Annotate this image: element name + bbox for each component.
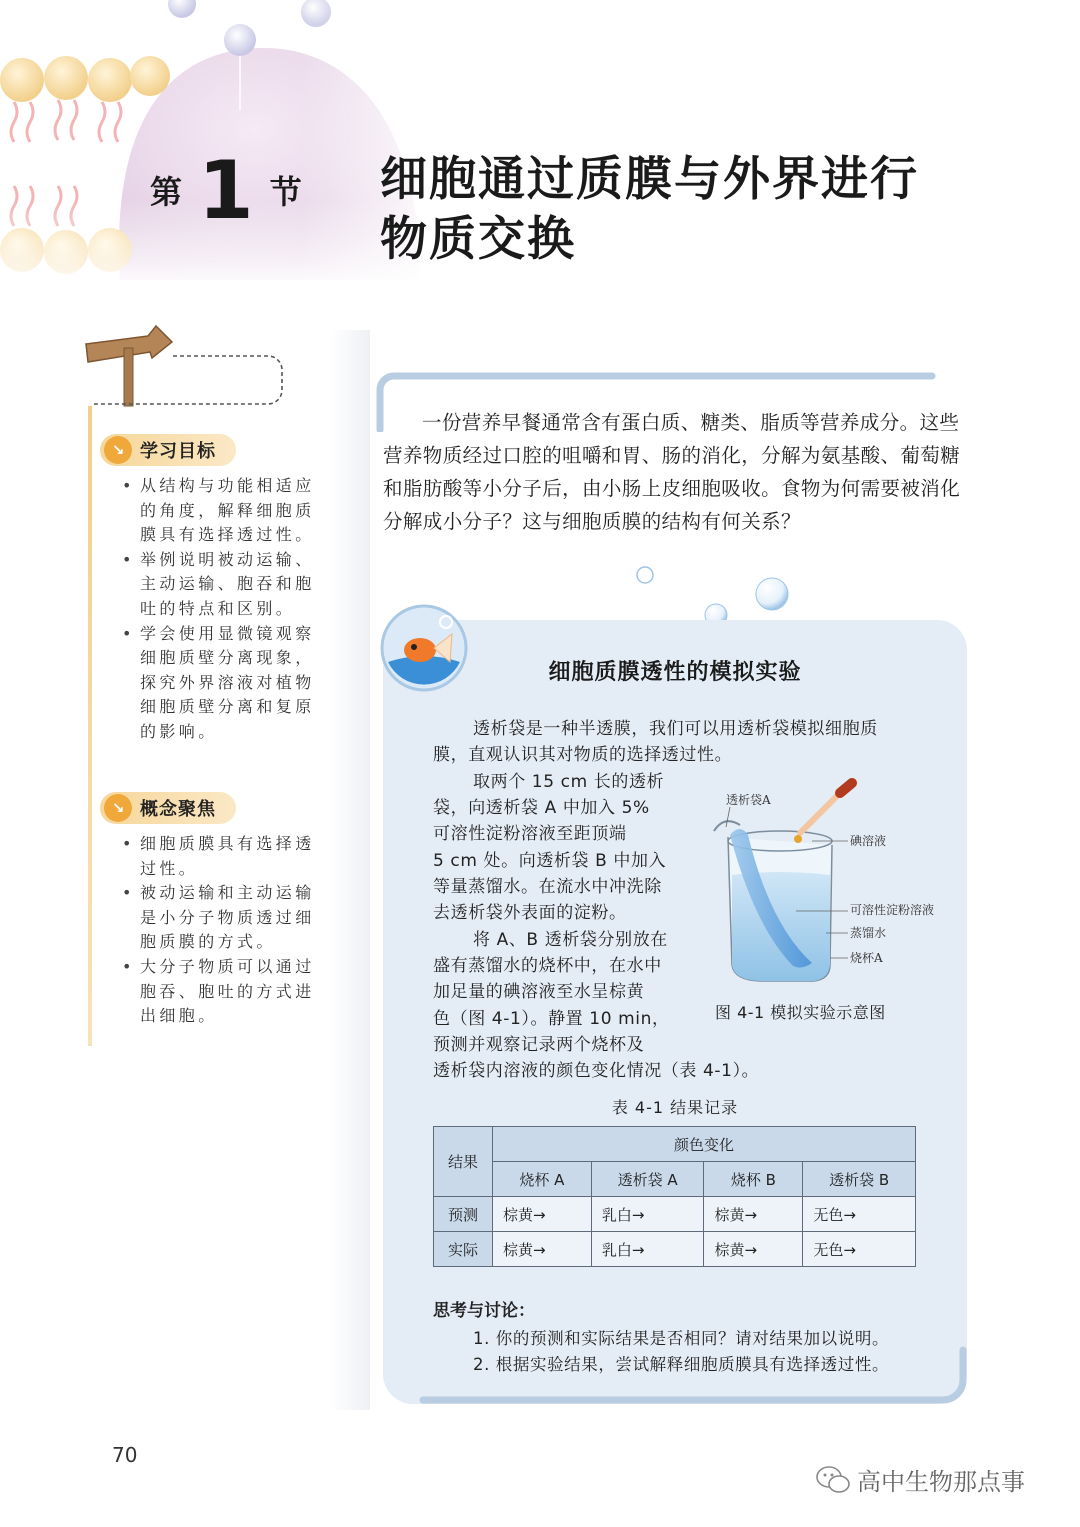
signpost-icon: [78, 322, 298, 422]
exp-para3-line: 盛有蒸馏水的烧杯中，在水中: [433, 956, 662, 976]
intro-paragraph: 一份营养早餐通常含有蛋白质、糖类、脂质等营养成分。这些营养物质经过口腔的咀嚼和胃、肠的消化，分解为氨基酸、葡萄糖和脂肪酸等小分子后，由小肠上皮细胞吸收。食物为何需要被消化分解成小分子？这与细胞质膜的结构有何关系？: [383, 411, 961, 533]
table-cell: 棕黄→: [493, 1197, 592, 1232]
table-corner: 结果: [434, 1127, 493, 1197]
chapter-label: [150, 140, 302, 237]
exp-para2-line: 袋，向透析袋 A 中加入 5%: [433, 798, 650, 818]
concept-item: • 大分子物质可以通过胞吞、胞吐的方式进出细胞。: [118, 955, 318, 1029]
exp-para2-line: 等量蒸馏水。在流水中冲洗除: [433, 877, 662, 897]
exp-para3-line: 将 A、B 透析袋分别放在: [473, 930, 668, 950]
table-cell: 棕黄→: [704, 1232, 803, 1267]
label-bag: 透析袋A: [726, 793, 771, 807]
table-caption: 表 4-1 结果记录: [611, 1098, 739, 1117]
concepts-label: 概念聚焦: [140, 799, 216, 820]
row-label: 实际: [434, 1232, 493, 1267]
exp-para3-line: 加足量的碘溶液至水呈棕黄: [433, 982, 645, 1002]
goal-item: • 从结构与功能相适应的角度，解释细胞质膜具有选择透过性。: [118, 474, 318, 548]
table-column-header: 烧杯 B: [704, 1162, 803, 1197]
goals-list: [118, 474, 318, 745]
label-starch: 可溶性淀粉溶液: [850, 903, 935, 917]
table-group-header: 颜色变化: [493, 1127, 916, 1162]
title-line-1: 细胞通过质膜与外界进行: [380, 152, 919, 207]
goal-item: • 学会使用显微镜观察细胞质壁分离现象，探究外界溶液对植物细胞质壁分离和复原的影响。: [118, 622, 318, 745]
exp-para2-line: 取两个 15 cm 长的透析: [473, 772, 665, 792]
table-cell: 棕黄→: [704, 1197, 803, 1232]
page-title: [380, 150, 1020, 270]
page-number: 70: [112, 1443, 138, 1467]
watermark: [815, 1462, 1025, 1497]
exp-para1-line2: 膜，直观认识其对物质的选择透过性。: [433, 745, 733, 765]
exp-para2-line: 5 cm 处。向透析袋 B 中加入: [433, 851, 667, 871]
discussion-title: 思考与讨论：: [433, 1301, 535, 1321]
concept-item: • 细胞质膜具有选择透过性。: [118, 832, 318, 881]
chapter-number: 1: [198, 144, 254, 237]
row-label: 预测: [434, 1197, 493, 1232]
exp-para2-line: 可溶性淀粉溶液至距顶端: [433, 824, 627, 844]
table-cell: 乳白→: [591, 1232, 704, 1267]
table-column-header: 烧杯 A: [493, 1162, 592, 1197]
table-row: [434, 1232, 916, 1267]
table-column-header: 透析袋 A: [591, 1162, 704, 1197]
figure-caption: 图 4-1 模拟实验示意图: [715, 1003, 886, 1022]
goals-label: 学习目标: [140, 441, 216, 462]
label-iodine: 碘溶液: [850, 834, 887, 848]
arrow-icon: ↘: [104, 794, 132, 822]
label-beaker: 烧杯A: [850, 951, 883, 965]
table-cell: 乳白→: [591, 1197, 704, 1232]
exp-para3-line: 预测并观察记录两个烧杯及: [433, 1035, 645, 1055]
chapter-suffix: 节: [269, 173, 302, 211]
concepts-list: [118, 832, 318, 1029]
experiment-title: 细胞质膜透性的模拟实验: [548, 660, 802, 685]
title-line-2: 物质交换: [380, 212, 576, 267]
table-column-header: 透析袋 B: [803, 1162, 916, 1197]
exp-para3-line: 透析袋内溶液的颜色变化情况（表 4-1）。: [433, 1061, 760, 1081]
exp-para2-line: 去透析袋外表面的淀粉。: [433, 903, 627, 923]
result-table: [433, 1126, 916, 1267]
goal-item: • 举例说明被动运输、主动运输、胞吞和胞吐的特点和区别。: [118, 548, 318, 622]
exp-para3-line: 色（图 4-1）。静置 10 min，: [433, 1009, 670, 1029]
chapter-prefix: 第: [150, 173, 183, 211]
table-cell: 无色→: [803, 1197, 916, 1232]
arrow-icon: ↘: [104, 436, 132, 464]
concepts-badge: [100, 792, 236, 824]
column-shadow: [330, 330, 370, 1410]
table-row: [434, 1197, 916, 1232]
table-cell: 棕黄→: [493, 1232, 592, 1267]
discussion-item: 2. 根据实验结果，尝试解释细胞质膜具有选择透过性。: [473, 1355, 890, 1374]
exp-para1-line1: 透析袋是一种半透膜，我们可以用透析袋模拟细胞质: [473, 719, 878, 739]
concept-item: • 被动运输和主动运输是小分子物质透过细胞质膜的方式。: [118, 881, 318, 955]
discussion-item: 1. 你的预测和实际结果是否相同？请对结果加以说明。: [473, 1329, 890, 1348]
label-water: 蒸馏水: [850, 926, 887, 940]
sidebar-rule: [88, 406, 92, 1046]
beaker-figure: [700, 775, 950, 990]
wechat-icon: [815, 1465, 851, 1495]
goals-badge: [100, 434, 236, 466]
watermark-text: 高中生物那点事: [857, 1468, 1025, 1496]
table-cell: 无色→: [803, 1232, 916, 1267]
